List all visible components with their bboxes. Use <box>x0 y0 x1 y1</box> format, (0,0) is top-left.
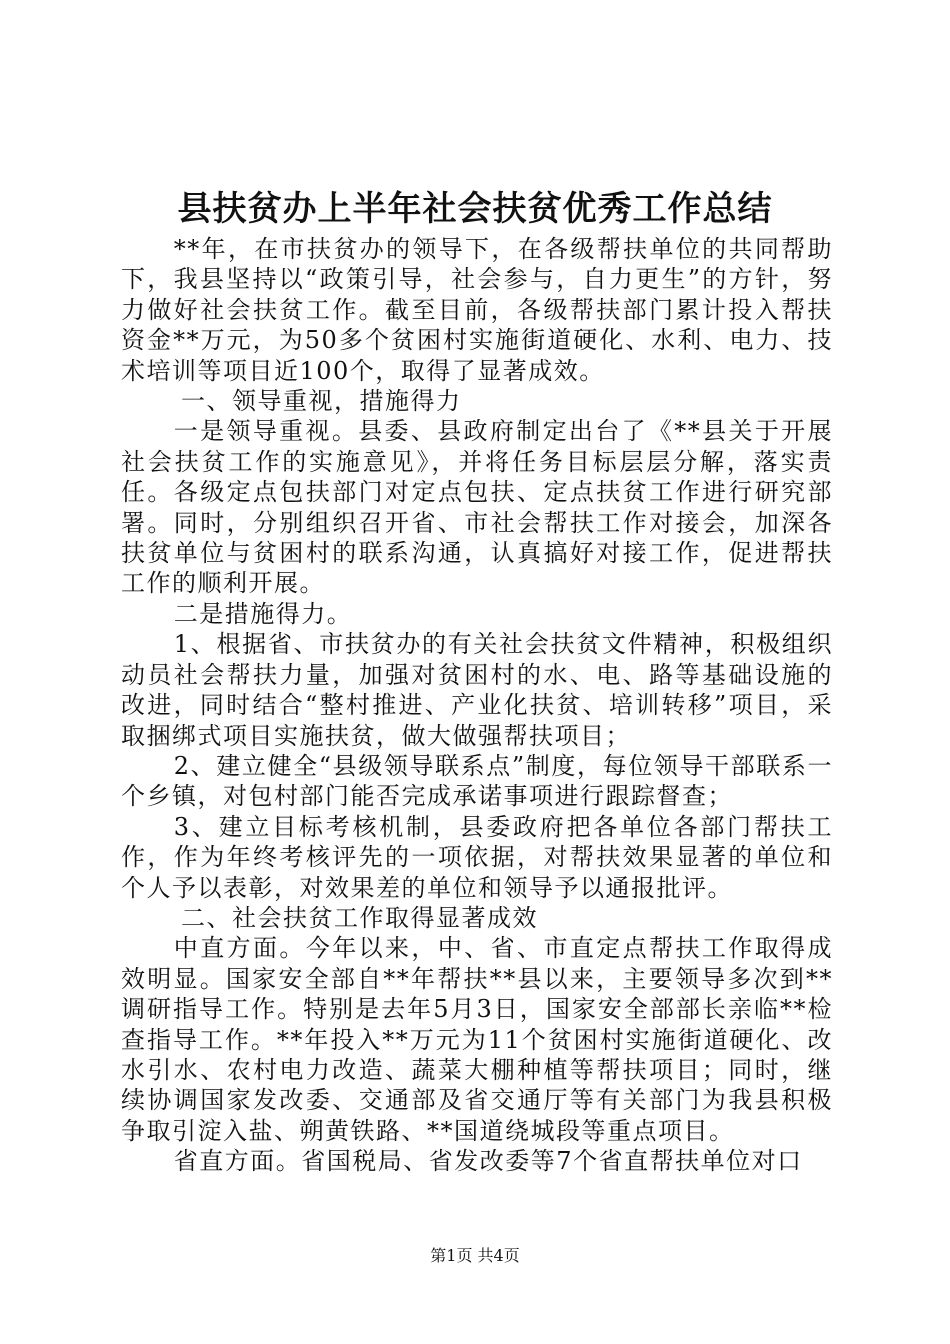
paragraph-measure-2: 2、建立健全“县级领导联系点”制度，每位领导干部联系一个乡镇，对包村部门能否完成承诺事项进行跟踪督查； <box>121 751 833 811</box>
paragraph-measure-3: 3、建立目标考核机制，县委政府把各单位各部门帮扶工作，作为年终考核评先的一项依据，对帮扶效果显著的单位和个人予以表彰，对效果差的单位和领导予以通报批评。 <box>121 812 833 902</box>
paragraph-measures: 二是措施得力。 <box>173 599 353 628</box>
section-heading-2: 二、社会扶贫工作取得显著成效 <box>181 903 538 932</box>
document-body <box>121 234 833 1177</box>
paragraph-provincial: 省直方面。省国税局、省发改委等7个省直帮扶单位对口 <box>173 1147 803 1176</box>
paragraph-measure-1: 1、根据省、市扶贫办的有关社会扶贫文件精神，积极组织动员社会帮扶力量，加强对贫困村的水、电、路等基础设施的改进，同时结合“整村推进、产业化扶贫、培训转移”项目，采取捆绑式项目实施扶贫，做大做强帮扶项目； <box>121 630 833 750</box>
document-title: 县扶贫办上半年社会扶贫优秀工作总结 <box>177 189 773 229</box>
paragraph-central: 中直方面。今年以来，中、省、市直定点帮扶工作取得成效明显。国家安全部自**年帮扶**县以来，主要领导多次到**调研指导工作。特别是去年5月3日，国家安全部部长亲临**检查指导工作。**年投入**万元为11个贫困村实施街道硬化、改水引水、农村电力改造、蔬菜大棚种植等帮扶项目；同时，继续协调国家发改委、交通部及省交通厅等有关部门为我县积极争取引淀入盐、朔黄铁路、**国道绕城段等重点项目。 <box>121 934 833 1145</box>
page-footer: 第1页 共4页 <box>430 1246 520 1265</box>
paragraph-leadership: 一是领导重视。县委、县政府制定出台了《**县关于开展社会扶贫工作的实施意见》，并将任务目标层层分解，落实责任。各级定点包扶部门对定点包扶、定点扶贫工作进行研究部署。同时，分别组织召开省、市社会帮扶工作对接会，加深各扶贫单位与贫困村的联系沟通，认真搞好对接工作，促进帮扶工作的顺利开展。 <box>121 417 833 598</box>
section-heading-1: 一、领导重视，措施得力 <box>181 387 462 416</box>
paragraph-intro: **年，在市扶贫办的领导下，在各级帮扶单位的共同帮助下，我县坚持以“政策引导，社会参与，自力更生”的方针，努力做好社会扶贫工作。截至目前，各级帮扶部门累计投入帮扶资金**万元，为50多个贫困村实施街道硬化、水利、电力、技术培训等项目近100个，取得了显著成效。 <box>121 235 833 385</box>
